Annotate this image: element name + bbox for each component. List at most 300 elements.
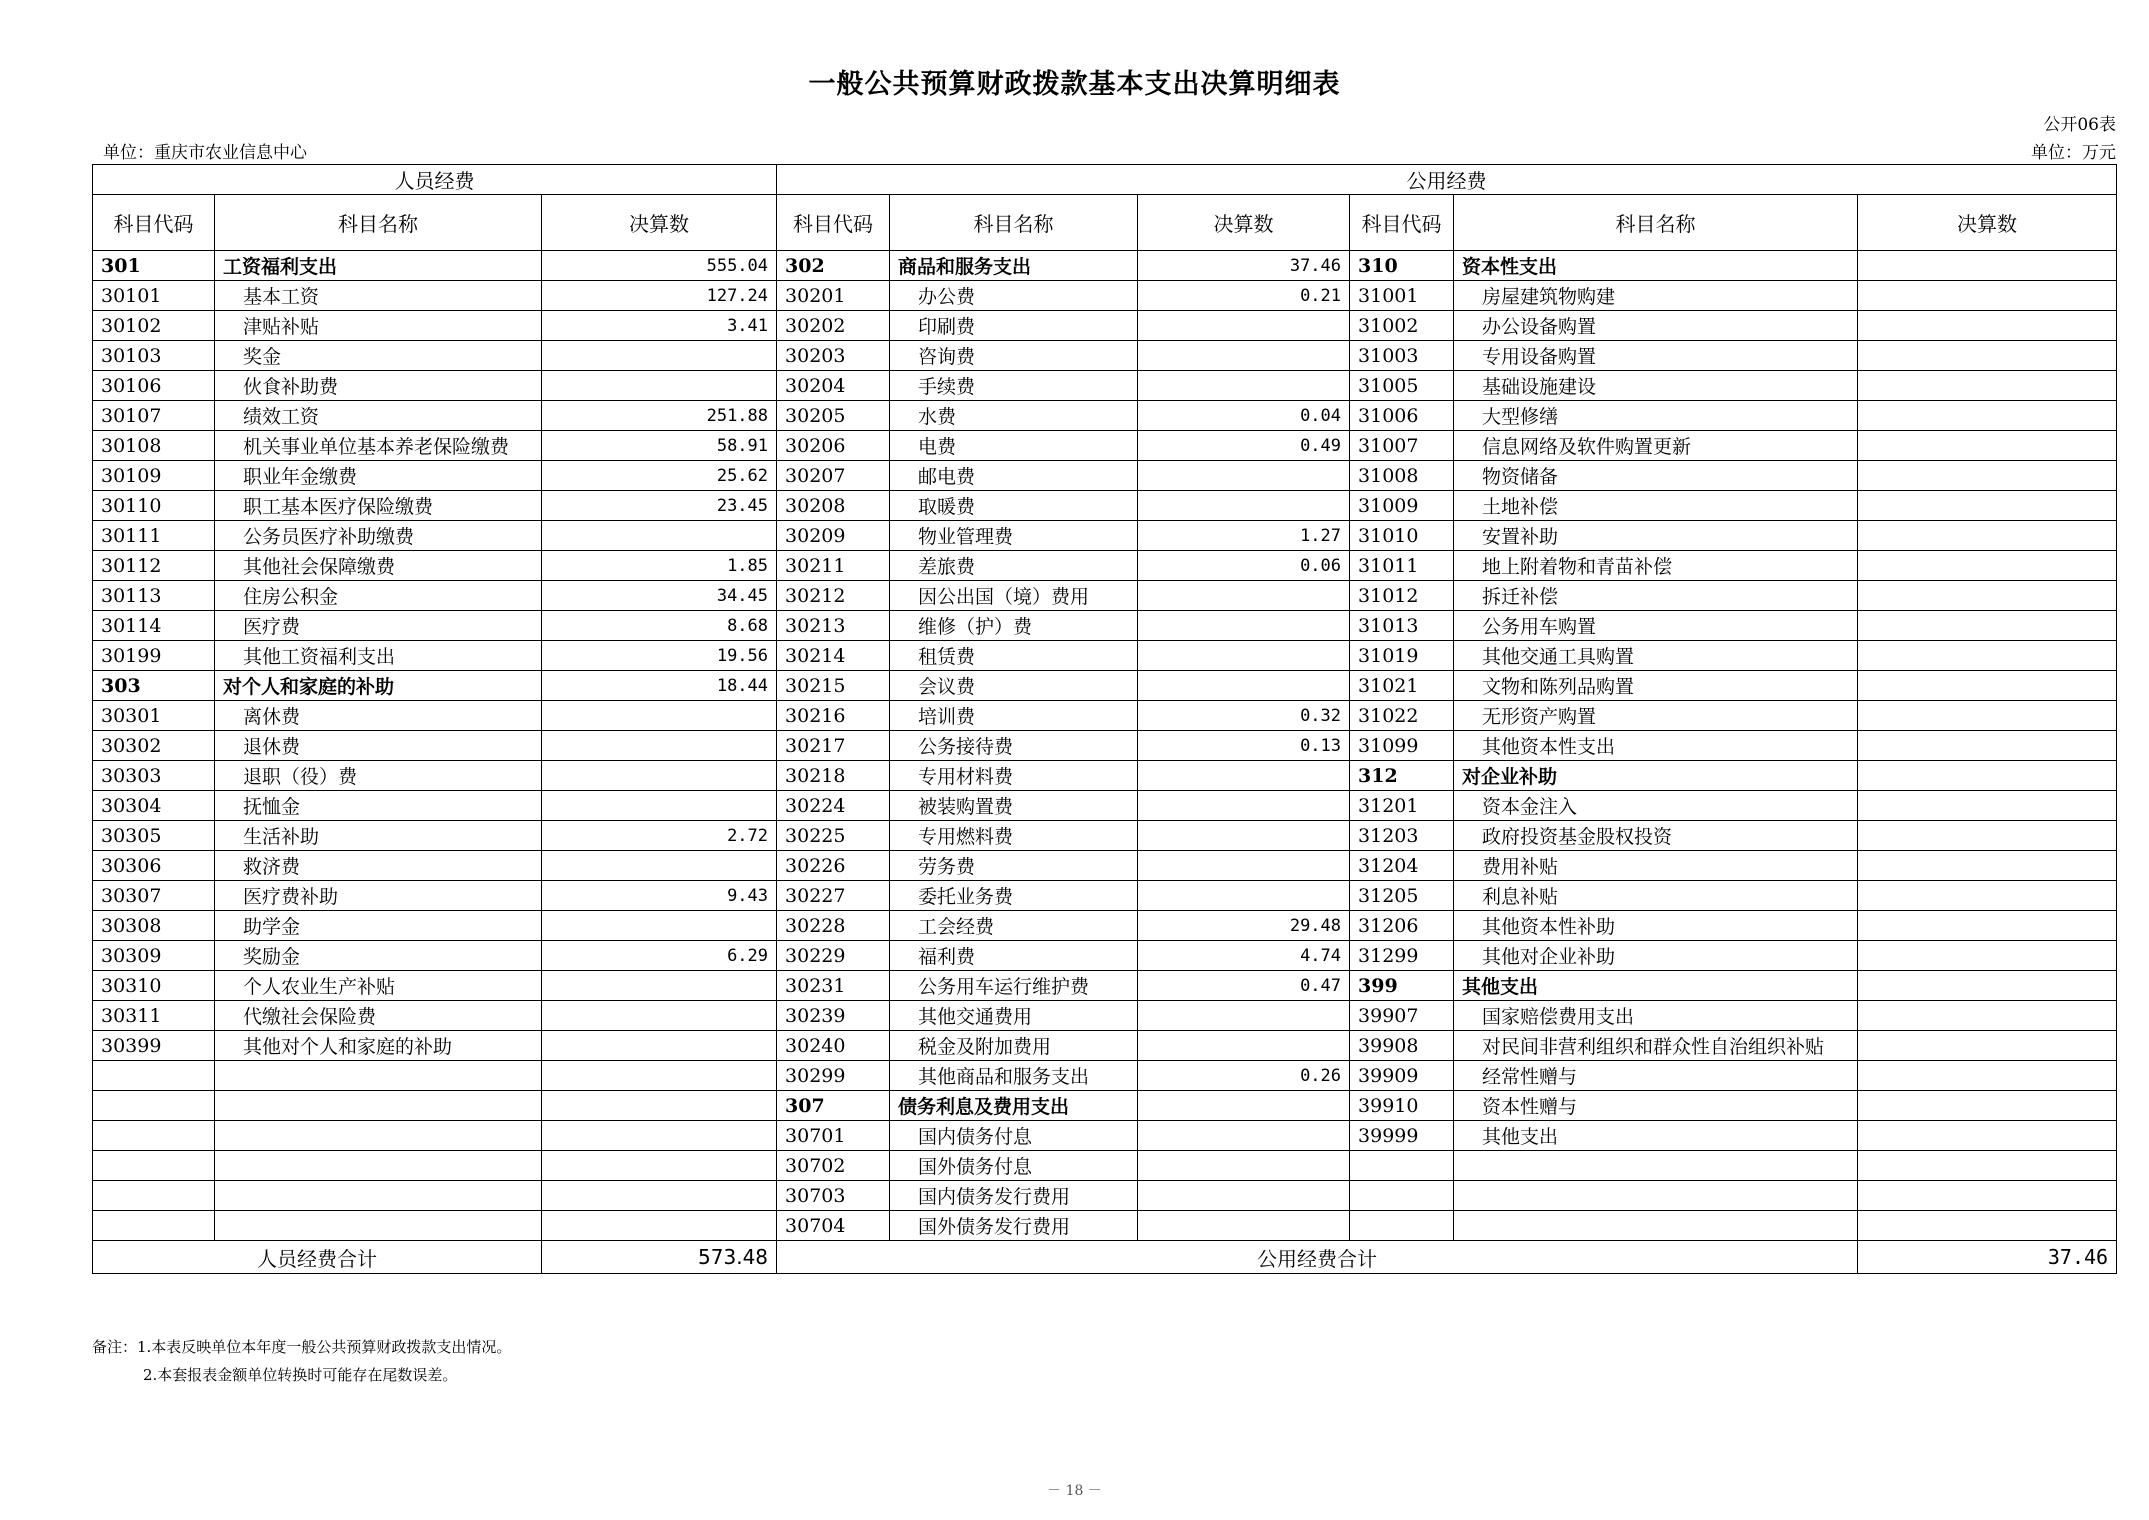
subject-name-cell: 费用补贴 [1454,851,1858,881]
page-number: － 18 － [1047,1483,1102,1499]
subject-name-cell: 对个人和家庭的补助 [215,671,542,701]
subject-name-cell: 资本金注入 [1454,791,1858,821]
subject-code-cell: 30399 [93,1031,215,1061]
subject-code-cell: 31203 [1350,821,1454,851]
amount-cell [1858,821,2117,851]
amount-cell: 0.13 [1138,731,1350,761]
subject-code-cell: 30301 [93,701,215,731]
amount-cell [1138,1001,1350,1031]
subject-code-cell: 31010 [1350,521,1454,551]
table-row [93,821,2117,851]
subject-code-cell: 30216 [777,701,890,731]
amount-cell [1858,641,2117,671]
amount-cell: 1.27 [1138,521,1350,551]
subject-name-cell: 退职（役）费 [215,761,542,791]
amount-cell: 4.74 [1138,941,1350,971]
amount-cell: 0.49 [1138,431,1350,461]
amount-cell [1138,671,1350,701]
amount-cell [1858,971,2117,1001]
subject-name-cell: 奖金 [215,341,542,371]
col-header-code: 科目代码 [93,195,215,251]
subject-code-cell: 30306 [93,851,215,881]
subject-name-cell: 办公费 [890,281,1138,311]
subject-name-cell: 工资福利支出 [215,251,542,281]
subject-code-cell: 30704 [777,1211,890,1241]
subject-code-cell: 31001 [1350,281,1454,311]
subject-code-cell: 31006 [1350,401,1454,431]
amount-cell [1858,1151,2117,1181]
amount-cell: 29.48 [1138,911,1350,941]
subject-name-cell: 其他支出 [1454,1121,1858,1151]
currency-unit: 单位：万元 [2031,143,2116,163]
subject-code-cell: 31204 [1350,851,1454,881]
subject-code-cell: 30204 [777,371,890,401]
subject-name-cell: 伙食补助费 [215,371,542,401]
subject-name-cell: 公务员医疗补助缴费 [215,521,542,551]
subject-name-cell: 生活补助 [215,821,542,851]
subject-code-cell: 30107 [93,401,215,431]
subject-name-cell: 商品和服务支出 [890,251,1138,281]
subject-name-cell: 福利费 [890,941,1138,971]
subject-code-cell: 30702 [777,1151,890,1181]
subject-name-cell: 水费 [890,401,1138,431]
amount-cell [542,791,777,821]
form-number: 公开06表 [2043,115,2116,135]
amount-cell [1138,881,1350,911]
amount-cell [1138,491,1350,521]
amount-cell [542,851,777,881]
subject-name-cell: 专用材料费 [890,761,1138,791]
subject-name-cell: 专用燃料费 [890,821,1138,851]
amount-cell [1858,251,2117,281]
subject-name-cell: 公务接待费 [890,731,1138,761]
subject-code-cell: 30113 [93,581,215,611]
subject-code-cell: 30106 [93,371,215,401]
col-header-name: 科目名称 [215,195,542,251]
subject-name-cell: 助学金 [215,911,542,941]
subject-code-cell: 31003 [1350,341,1454,371]
subject-name-cell: 物业管理费 [890,521,1138,551]
amount-cell [542,701,777,731]
amount-cell [1858,461,2117,491]
amount-cell: 0.06 [1138,551,1350,581]
subject-code-cell: 30202 [777,311,890,341]
subject-name-cell: 基本工资 [215,281,542,311]
amount-cell: 34.45 [542,581,777,611]
amount-cell: 6.29 [542,941,777,971]
table-row [93,671,2117,701]
subject-code-cell: 30199 [93,641,215,671]
subject-name-cell: 退休费 [215,731,542,761]
amount-cell [1858,1031,2117,1061]
table-row [93,281,2117,311]
table-row [93,761,2117,791]
amount-cell [1858,761,2117,791]
subject-code-cell: 31005 [1350,371,1454,401]
amount-cell [542,1181,777,1211]
subject-code-cell: 30111 [93,521,215,551]
subject-name-cell: 安置补助 [1454,521,1858,551]
amount-cell [1138,791,1350,821]
subject-name-cell: 债务利息及费用支出 [890,1091,1138,1121]
amount-cell [542,1061,777,1091]
subject-code-cell: 31205 [1350,881,1454,911]
subject-code-cell: 30305 [93,821,215,851]
subject-name-cell: 其他对企业补助 [1454,941,1858,971]
table-row [93,1091,2117,1121]
subject-code-cell: 31201 [1350,791,1454,821]
subject-name-cell: 其他支出 [1454,971,1858,1001]
col-header-name: 科目名称 [1454,195,1858,251]
amount-cell [542,1121,777,1151]
amount-cell: 0.04 [1138,401,1350,431]
subject-code-cell: 30201 [777,281,890,311]
amount-cell [1138,341,1350,371]
amount-cell [542,1031,777,1061]
subject-code-cell: 30208 [777,491,890,521]
subject-code-cell: 30307 [93,881,215,911]
amount-cell [1138,1181,1350,1211]
subject-code-cell: 30703 [777,1181,890,1211]
expenditure-detail-table [92,164,2117,1274]
subject-code-cell: 30205 [777,401,890,431]
subject-code-cell [93,1151,215,1181]
subject-name-cell: 其他工资福利支出 [215,641,542,671]
amount-cell [1858,611,2117,641]
amount-cell [1858,491,2117,521]
subject-name-cell: 其他商品和服务支出 [890,1061,1138,1091]
subject-code-cell: 31007 [1350,431,1454,461]
amount-cell [1138,761,1350,791]
subject-name-cell: 拆迁补偿 [1454,581,1858,611]
table-row [93,611,2117,641]
table-row [93,371,2117,401]
subject-code-cell: 30102 [93,311,215,341]
amount-cell: 127.24 [542,281,777,311]
table-row [93,551,2117,581]
subject-name-cell: 公务用车购置 [1454,611,1858,641]
subject-name-cell: 其他对个人和家庭的补助 [215,1031,542,1061]
subject-name-cell: 无形资产购置 [1454,701,1858,731]
subject-name-cell [215,1211,542,1241]
amount-cell [1138,851,1350,881]
amount-cell [542,911,777,941]
amount-cell [1858,731,2117,761]
amount-cell [1858,371,2117,401]
subject-code-cell [93,1181,215,1211]
subject-code-cell: 31002 [1350,311,1454,341]
amount-cell: 23.45 [542,491,777,521]
column-header-row [93,195,2117,251]
subject-code-cell: 30240 [777,1031,890,1061]
subject-code-cell: 31011 [1350,551,1454,581]
subject-code-cell: 30299 [777,1061,890,1091]
subject-code-cell: 31009 [1350,491,1454,521]
table-row [93,701,2117,731]
subject-code-cell: 30226 [777,851,890,881]
subject-name-cell: 国内债务付息 [890,1121,1138,1151]
amount-cell: 555.04 [542,251,777,281]
amount-cell [1858,281,2117,311]
amount-cell [1858,401,2117,431]
subject-code-cell: 39999 [1350,1121,1454,1151]
table-row [93,431,2117,461]
subject-code-cell: 30304 [93,791,215,821]
col-header-code: 科目代码 [1350,195,1454,251]
amount-cell [1138,581,1350,611]
subject-name-cell: 文物和陈列品购置 [1454,671,1858,701]
table-row [93,491,2117,521]
subject-name-cell: 职工基本医疗保险缴费 [215,491,542,521]
subject-name-cell [215,1151,542,1181]
amount-cell [1858,1091,2117,1121]
subject-name-cell [215,1181,542,1211]
amount-cell: 19.56 [542,641,777,671]
subject-code-cell: 30108 [93,431,215,461]
subject-name-cell: 资本性赠与 [1454,1091,1858,1121]
subject-name-cell: 公务用车运行维护费 [890,971,1138,1001]
subject-code-cell: 39907 [1350,1001,1454,1031]
subject-code-cell: 30308 [93,911,215,941]
subject-code-cell: 30311 [93,1001,215,1031]
reporting-unit: 单位：重庆市农业信息中心 [103,143,307,163]
subject-code-cell: 30218 [777,761,890,791]
subject-code-cell [93,1061,215,1091]
group-header-row [93,165,2117,195]
amount-cell: 1.85 [542,551,777,581]
subject-name-cell: 其他资本性补助 [1454,911,1858,941]
subject-name-cell: 差旅费 [890,551,1138,581]
amount-cell: 0.21 [1138,281,1350,311]
subject-name-cell: 代缴社会保险费 [215,1001,542,1031]
subject-name-cell: 对企业补助 [1454,761,1858,791]
subject-name-cell: 利息补贴 [1454,881,1858,911]
subject-code-cell: 30309 [93,941,215,971]
amount-cell [1858,581,2117,611]
amount-cell: 9.43 [542,881,777,911]
table-row [93,251,2117,281]
table-row [93,971,2117,1001]
subject-code-cell: 30212 [777,581,890,611]
subject-name-cell: 其他交通费用 [890,1001,1138,1031]
amount-cell [1138,611,1350,641]
table-row [93,731,2117,761]
amount-cell [1138,371,1350,401]
amount-cell [542,1151,777,1181]
subject-name-cell [215,1121,542,1151]
subject-code-cell: 31013 [1350,611,1454,641]
subject-code-cell: 31008 [1350,461,1454,491]
table-row [93,311,2117,341]
note-line: 2.本套报表金额单位转换时可能存在尾数误差。 [143,1366,458,1384]
subject-name-cell: 资本性支出 [1454,251,1858,281]
subject-name-cell: 信息网络及软件购置更新 [1454,431,1858,461]
col-header-amount: 决算数 [542,195,777,251]
subject-name-cell: 税金及附加费用 [890,1031,1138,1061]
subject-name-cell: 电费 [890,431,1138,461]
subject-name-cell: 取暖费 [890,491,1138,521]
subject-name-cell: 大型修缮 [1454,401,1858,431]
amount-cell [1858,851,2117,881]
table-row [93,581,2117,611]
subject-code-cell: 30211 [777,551,890,581]
subject-code-cell: 30215 [777,671,890,701]
table-row [93,1151,2117,1181]
subject-code-cell: 30207 [777,461,890,491]
subject-code-cell [1350,1211,1454,1241]
subject-name-cell: 绩效工资 [215,401,542,431]
subject-code-cell: 30109 [93,461,215,491]
amount-cell [1858,941,2117,971]
subject-name-cell: 物资储备 [1454,461,1858,491]
subject-code-cell: 30310 [93,971,215,1001]
subject-name-cell: 国外债务发行费用 [890,1211,1138,1241]
amount-cell [1138,1031,1350,1061]
subject-name-cell: 医疗费 [215,611,542,641]
subject-name-cell [1454,1181,1858,1211]
col-header-name: 科目名称 [890,195,1138,251]
amount-cell: 0.47 [1138,971,1350,1001]
subject-code-cell: 30231 [777,971,890,1001]
subject-name-cell: 抚恤金 [215,791,542,821]
subject-name-cell: 对民间非营利组织和群众性自治组织补贴 [1454,1031,1858,1061]
subject-code-cell: 30203 [777,341,890,371]
subject-code-cell: 30225 [777,821,890,851]
amount-cell [542,371,777,401]
table-row [93,1181,2117,1211]
table-row [93,881,2117,911]
subject-code-cell: 30228 [777,911,890,941]
subject-code-cell: 307 [777,1091,890,1121]
subject-code-cell: 30227 [777,881,890,911]
amount-cell [1858,431,2117,461]
subject-code-cell: 30701 [777,1121,890,1151]
col-header-amount: 决算数 [1138,195,1350,251]
amount-cell [1858,671,2117,701]
amount-cell [542,971,777,1001]
col-header-code: 科目代码 [777,195,890,251]
table-row [93,401,2117,431]
amount-cell [1858,311,2117,341]
subject-name-cell: 其他资本性支出 [1454,731,1858,761]
table-row [93,791,2117,821]
amount-cell [1138,1211,1350,1241]
subject-code-cell: 31019 [1350,641,1454,671]
subject-name-cell: 培训费 [890,701,1138,731]
amount-cell: 0.32 [1138,701,1350,731]
subject-code-cell: 30303 [93,761,215,791]
amount-cell: 2.72 [542,821,777,851]
subject-name-cell: 邮电费 [890,461,1138,491]
subject-name-cell: 职业年金缴费 [215,461,542,491]
subject-code-cell: 399 [1350,971,1454,1001]
subject-name-cell: 救济费 [215,851,542,881]
amount-cell [1138,1121,1350,1151]
subject-code-cell: 30224 [777,791,890,821]
subject-name-cell: 房屋建筑物购建 [1454,281,1858,311]
subject-name-cell: 基础设施建设 [1454,371,1858,401]
subject-code-cell: 31012 [1350,581,1454,611]
subject-code-cell [93,1121,215,1151]
subject-code-cell: 30114 [93,611,215,641]
subject-name-cell: 维修（护）费 [890,611,1138,641]
amount-cell [1858,521,2117,551]
amount-cell [1138,1091,1350,1121]
amount-cell: 25.62 [542,461,777,491]
subject-code-cell: 31021 [1350,671,1454,701]
subject-code-cell [1350,1151,1454,1181]
subject-name-cell: 手续费 [890,371,1138,401]
amount-cell [1858,791,2117,821]
subject-code-cell [1350,1181,1454,1211]
subject-name-cell: 委托业务费 [890,881,1138,911]
subject-name-cell: 个人农业生产补贴 [215,971,542,1001]
subject-name-cell: 政府投资基金股权投资 [1454,821,1858,851]
amount-cell [542,761,777,791]
amount-cell [1858,551,2117,581]
amount-cell [1858,1181,2117,1211]
subject-code-cell: 312 [1350,761,1454,791]
subject-name-cell: 国内债务发行费用 [890,1181,1138,1211]
subject-name-cell: 机关事业单位基本养老保险缴费 [215,431,542,461]
subject-code-cell: 30214 [777,641,890,671]
amount-cell: 0.26 [1138,1061,1350,1091]
subject-code-cell: 39910 [1350,1091,1454,1121]
subject-code-cell: 30110 [93,491,215,521]
personnel-total-amount: 573.48 [542,1241,777,1274]
subject-code-cell: 301 [93,251,215,281]
amount-cell [542,521,777,551]
subject-name-cell [215,1061,542,1091]
amount-cell: 8.68 [542,611,777,641]
table-row [93,1031,2117,1061]
subject-name-cell: 国外债务付息 [890,1151,1138,1181]
amount-cell [542,1211,777,1241]
amount-cell [1138,821,1350,851]
amount-cell: 18.44 [542,671,777,701]
amount-cell: 58.91 [542,431,777,461]
subject-name-cell [1454,1211,1858,1241]
table-row [93,941,2117,971]
amount-cell [1858,911,2117,941]
subject-name-cell: 津贴补贴 [215,311,542,341]
table-row [93,911,2117,941]
amount-cell [1138,641,1350,671]
table-row [93,521,2117,551]
table-row [93,1061,2117,1091]
amount-cell [542,1091,777,1121]
subject-code-cell: 30206 [777,431,890,461]
subject-code-cell: 303 [93,671,215,701]
amount-cell: 3.41 [542,311,777,341]
subject-name-cell: 其他交通工具购置 [1454,641,1858,671]
table-row [93,1211,2117,1241]
subject-code-cell: 310 [1350,251,1454,281]
subject-name-cell: 会议费 [890,671,1138,701]
table-row [93,1121,2117,1151]
subject-name-cell: 劳务费 [890,851,1138,881]
amount-cell [1858,341,2117,371]
subject-code-cell: 30213 [777,611,890,641]
subject-code-cell: 31099 [1350,731,1454,761]
amount-cell [1858,1061,2117,1091]
amount-cell [1138,311,1350,341]
subject-code-cell: 30101 [93,281,215,311]
subject-name-cell: 咨询费 [890,341,1138,371]
table-body [93,251,2117,1241]
subject-code-cell: 30229 [777,941,890,971]
subject-code-cell [93,1091,215,1121]
